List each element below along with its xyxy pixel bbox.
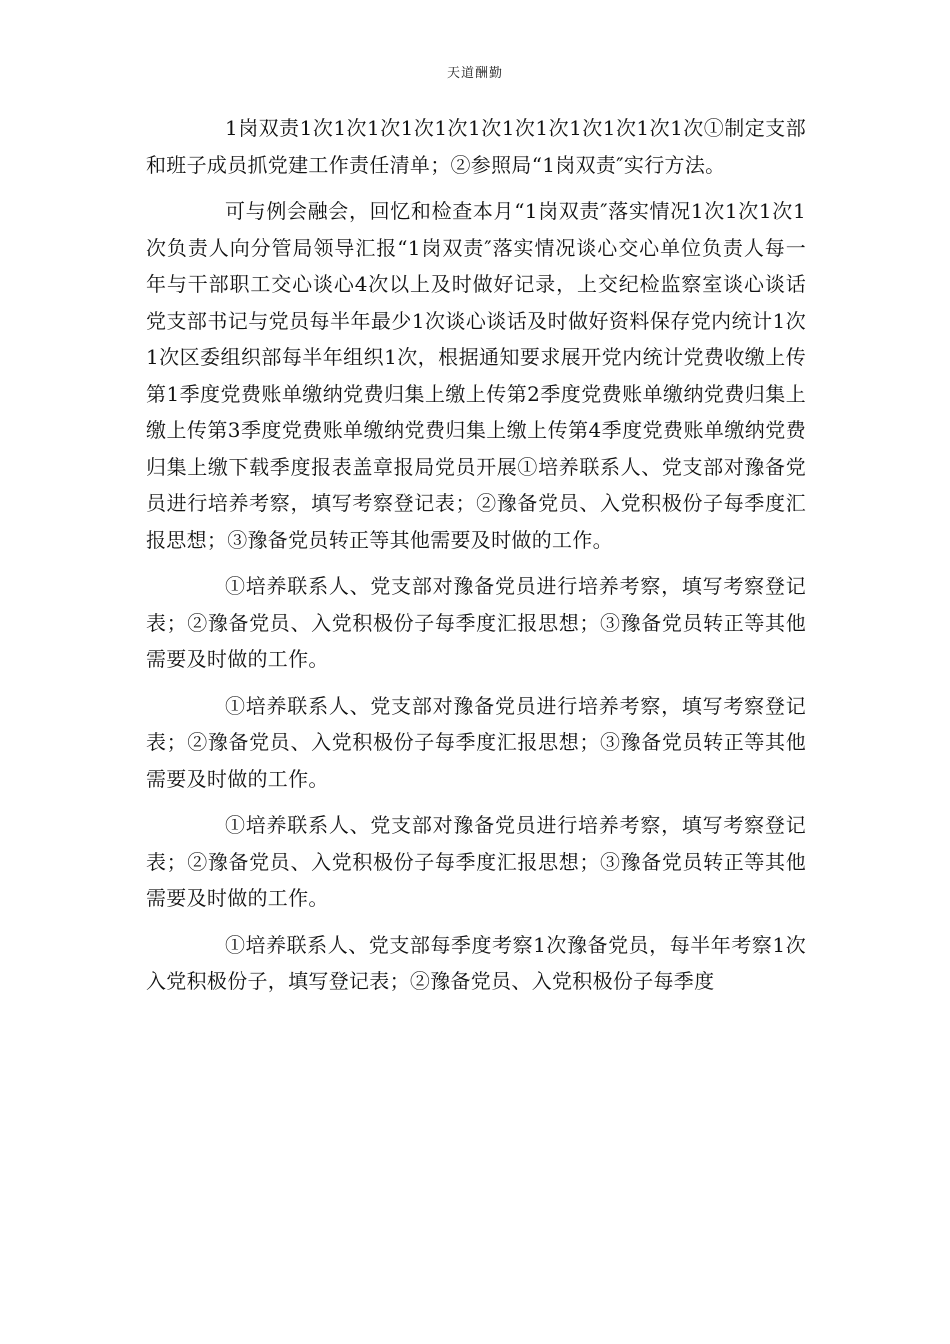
page-header: 天道酬勤 [446,66,503,81]
document-body [146,110,806,1010]
paragraph-6: ①培养联系人、党支部每季度考察1次豫备党员，每半年考察1次入党积极份子，填写登记表；②豫备党员、入党积极份子每季度 [146,932,806,993]
paragraph-4: ①培养联系人、党支部对豫备党员进行培养考察，填写考察登记表；②豫备党员、入党积极份子每季度汇报思想；③豫备党员转正等其他需要及时做的工作。 [146,693,806,791]
paragraph-1: 1岗双责1次1次1次1次1次1次1次1次1次1次1次1次①制定支部和班子成员抓党建工作责任清单；②参照局“1岗双责″实行方法。 [146,116,806,177]
paragraph-5: ①培养联系人、党支部对豫备党员进行培养考察，填写考察登记表；②豫备党员、入党积极份子每季度汇报思想；③豫备党员转正等其他需要及时做的工作。 [146,813,806,910]
paragraph-2: 可与例会融会，回忆和检查本月“1岗双责″落实情况1次1次1次1次负责人向分管局领导汇报“1岗双责″落实情况谈心交心单位负责人每一年与干部职工交心谈心4次以上及时做好记录，上交纪检监察室谈心谈话党支部书记与党员每半年最少1次谈心谈话及时做好资料保存党内统计1次1次区委组织部每半年组织1次，根据通知要求展开党内统计党费收缴上传第1季度党费账单缴纳党费归集上缴上传第2季度党费账单缴纳党费归集上缴上传第3季度党费账单缴纳党费归集上缴上传第4季度党费账单缴纳党费归集上缴下载季度报表盖章报局党员开展①培养联系人、党支部对豫备党员进行培养考察，填写考察登记表；②豫备党员、入党积极份子每季度汇报思想；③豫备党员转正等其他需要及时做的工作。 [146,199,806,552]
paragraph-3: ①培养联系人、党支部对豫备党员进行培养考察，填写考察登记表；②豫备党员、入党积极份子每季度汇报思想；③豫备党员转正等其他需要及时做的工作。 [146,574,806,671]
